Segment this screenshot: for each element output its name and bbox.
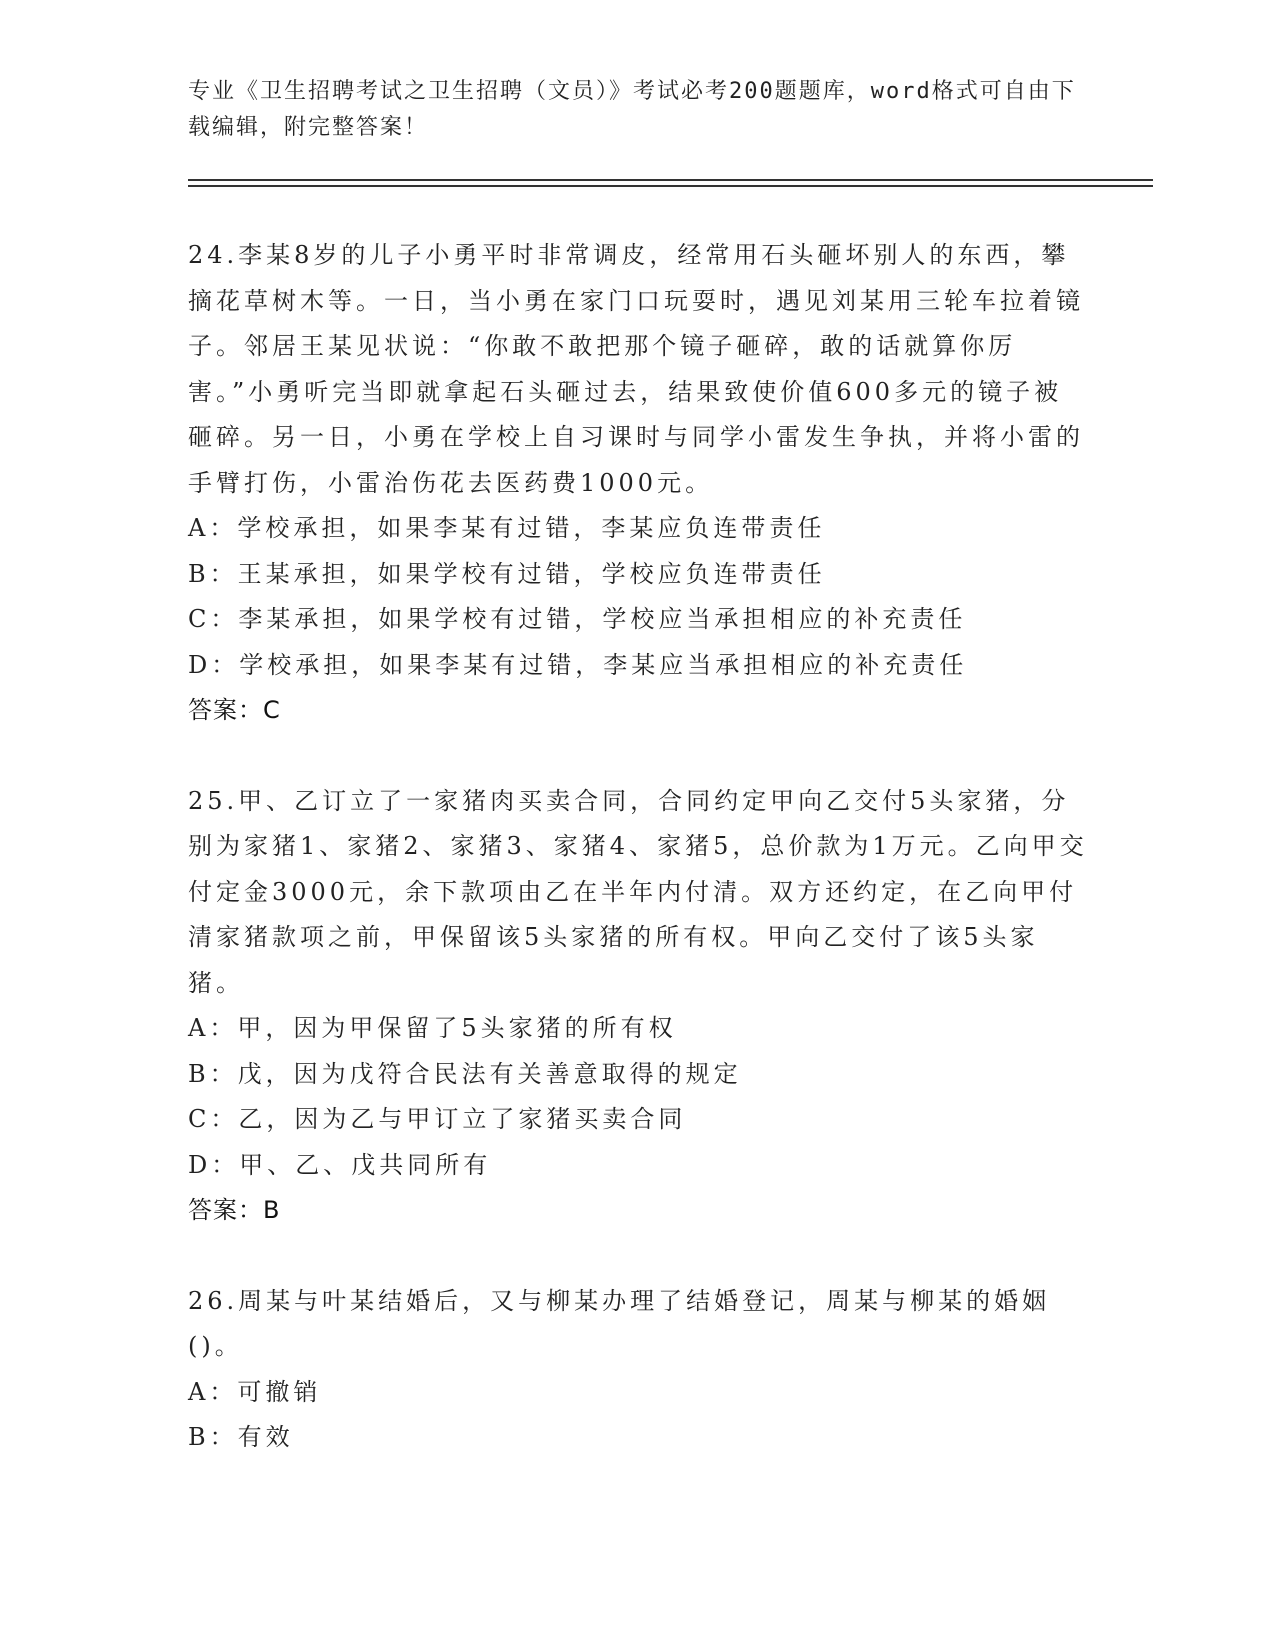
question-stem: 26.周某与叶某结婚后，又与柳某办理了结婚登记，周某与柳某的婚姻()。: [188, 1286, 1051, 1360]
header-divider-top: [188, 179, 1153, 181]
option-b: B：王某承担，如果学校有过错，学校应负连带责任: [188, 559, 826, 588]
question-list: [188, 233, 1088, 1506]
option-c: C：乙，因为乙与甲订立了家猪买卖合同: [188, 1105, 687, 1133]
option-a: A：学校承担，如果李某有过错，李某应负连带责任: [188, 514, 826, 542]
answer-line: 答案：C: [188, 696, 281, 724]
option-a: A：甲，因为甲保留了5头家猪的所有权: [188, 1014, 677, 1042]
header-divider-bottom: [188, 185, 1153, 187]
question-26: [188, 1279, 1088, 1461]
option-b: B：有效: [188, 1423, 294, 1451]
question-stem: 25.甲、乙订立了一家猪肉买卖合同，合同约定甲向乙交付5头家猪，分别为家猪1、家猪2、家猪3、家猪4、家猪5，总价款为1万元。乙向甲交付定金3000元，余下款项由乙在半年内付清。双方还约定，在乙向甲付清家猪款项之前，甲保留该5头家猪的所有权。甲向乙交付了该5头家猪。: [188, 786, 1088, 997]
option-d: D：学校承担，如果李某有过错，李某应当承担相应的补充责任: [188, 650, 968, 679]
option-a: A：可撤销: [188, 1377, 322, 1406]
answer-line: 答案：B: [188, 1196, 281, 1224]
option-d: D：甲、乙、戊共同所有: [188, 1150, 492, 1179]
question-stem: 24.李某8岁的儿子小勇平时非常调皮，经常用石头砸坏别人的东西，攀摘花草树木等。一日，当小勇在家门口玩耍时，遇见刘某用三轮车拉着镜子。邻居王某见状说：“你敢不敢把那个镜子砸碎，敢的话就算你厉害。”小勇听完当即就拿起石头砸过去，结果致使价值600多元的镜子被砸碎。另一日，小勇在学校上自习课时与同学小雷发生争执，并将小雷的手臂打伤，小雷治伤花去医药费1000元。: [188, 241, 1084, 497]
document-header: 专业《卫生招聘考试之卫生招聘（文员）》考试必考200题题库，word格式可自由下载编辑，附完整答案！: [188, 79, 1076, 140]
option-b: B：戊，因为戊符合民法有关善意取得的规定: [188, 1059, 742, 1088]
option-c: C：李某承担，如果学校有过错，学校应当承担相应的补充责任: [188, 605, 967, 633]
question-24: [188, 233, 1088, 734]
question-25: [188, 779, 1088, 1234]
